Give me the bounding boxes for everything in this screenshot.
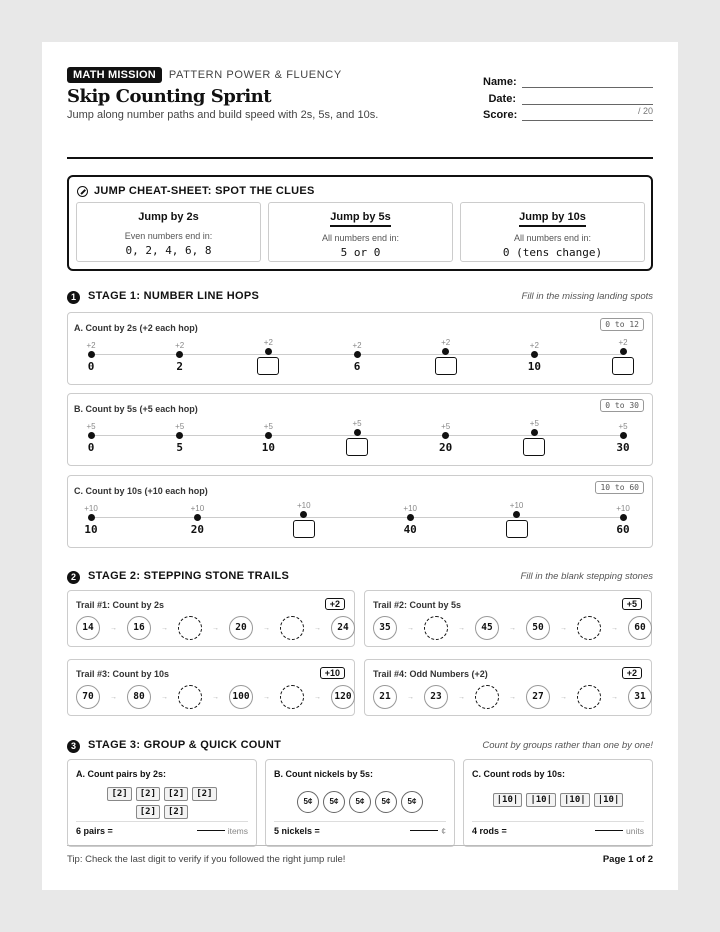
landing-dot: [620, 514, 627, 521]
landing-dot: [407, 514, 414, 521]
tick-value: 30: [616, 441, 630, 454]
arrow-icon: →: [611, 693, 618, 701]
trail-label: Trail #4: Odd Numbers (+2): [373, 669, 488, 679]
stage-title: STAGE 3: GROUP & QUICK COUNT: [88, 739, 282, 751]
number-line-track: [68, 394, 652, 465]
blank-stone[interactable]: [424, 616, 448, 640]
stage-number: 2: [67, 571, 80, 584]
pair-block: [2]: [136, 805, 160, 819]
group-card-label: C. Count rods by 10s:: [472, 769, 566, 779]
cheat-cards: [76, 202, 645, 262]
stepping-stone: 70: [76, 685, 100, 709]
increment-label: +5: [618, 422, 628, 431]
cheat-sheet-heading: JUMP CHEAT-SHEET: SPOT THE CLUES: [94, 185, 315, 197]
nickel-coin: 5¢: [323, 791, 345, 813]
footer: [67, 845, 653, 865]
increment-label: +10: [84, 504, 98, 513]
score-field[interactable]: / 20: [522, 106, 653, 121]
landing-dot: [88, 514, 95, 521]
trail-badge: +2: [622, 667, 642, 679]
blank-stone[interactable]: [178, 616, 202, 640]
increment-label: +10: [297, 501, 311, 510]
worksheet-content: [67, 67, 653, 865]
blank-stone[interactable]: [280, 685, 304, 709]
cheat-card-sub: Even numbers end in:: [124, 231, 213, 241]
blank-stone[interactable]: [577, 685, 601, 709]
divider: [274, 821, 446, 822]
stage-number: 1: [67, 291, 80, 304]
group-card-nickels: [265, 759, 455, 847]
stepping-stone: 60: [628, 616, 652, 640]
stage-note: Fill in the missing landing spots: [521, 291, 653, 302]
increment-label: +10: [403, 504, 417, 513]
cheat-sheet-title: [77, 185, 315, 197]
tick-value: 60: [616, 523, 630, 536]
cheat-card-5s: [268, 202, 453, 262]
increment-label: +10: [509, 501, 524, 510]
answer-unit: units: [626, 826, 644, 836]
mission-badge: MATH MISSION: [67, 67, 162, 83]
trail-label: Trail #1: Count by 2s: [76, 600, 165, 610]
topic-label: PATTERN POWER & FLUENCY: [168, 69, 342, 81]
blank-stone[interactable]: [475, 685, 499, 709]
arrow-icon: →: [560, 624, 567, 632]
answer-box[interactable]: [523, 438, 545, 456]
page-title: Skip Counting Sprint: [67, 86, 272, 107]
number-line-label: B. Count by 5s (+5 each hop): [74, 404, 198, 414]
stepping-stone: 45: [475, 616, 499, 640]
tick-mark: [238, 338, 298, 375]
cheat-card-heading: Jump by 2s: [138, 211, 199, 223]
name-field[interactable]: [522, 73, 653, 88]
stepping-stone: 27: [526, 685, 550, 709]
pair-block: [2]: [164, 787, 188, 801]
answer-label: 4 rods =: [472, 826, 507, 836]
number-line-track: [68, 476, 652, 547]
answer-box[interactable]: [293, 520, 315, 538]
date-label: Date:: [488, 92, 516, 105]
landing-dot: [300, 511, 307, 518]
tick-mark: [167, 504, 227, 536]
answer-line[interactable]: [410, 830, 438, 831]
stepping-stone: 24: [331, 616, 355, 640]
cheat-card-heading: Jump by 5s: [330, 211, 391, 227]
student-info: [483, 72, 653, 122]
stone-row: [76, 616, 355, 640]
landing-dot: [176, 432, 183, 439]
group-card-pairs: [67, 759, 257, 847]
stage-title: STAGE 1: NUMBER LINE HOPS: [88, 290, 260, 302]
stepping-stone: 120: [331, 685, 355, 709]
stepping-stone: 35: [373, 616, 397, 640]
group-items: [76, 787, 248, 819]
stone-row: [373, 685, 652, 709]
increment-label: +2: [352, 341, 362, 350]
increment-label: +2: [441, 338, 451, 347]
tick-value: 10: [84, 523, 98, 536]
landing-dot: [620, 432, 627, 439]
landing-dot: [176, 351, 183, 358]
tick-value: 10: [527, 360, 541, 373]
tick-value: 20: [439, 441, 453, 454]
landing-dot: [531, 351, 538, 358]
divider: [76, 821, 248, 822]
trail-badge: +5: [622, 598, 642, 610]
tick-value: 40: [403, 523, 417, 536]
tick-mark: [61, 341, 121, 373]
range-badge: 0 to 30: [600, 399, 644, 412]
nickel-coin: 5¢: [401, 791, 423, 813]
answer-box[interactable]: [612, 357, 634, 375]
landing-dot: [531, 429, 538, 436]
landing-dot: [194, 514, 201, 521]
arrow-icon: →: [314, 693, 321, 701]
tick-mark: [150, 422, 210, 454]
number-line-2s: [67, 312, 653, 385]
stepping-stone: 16: [127, 616, 151, 640]
trail-label: Trail #2: Count by 5s: [373, 600, 462, 610]
cheat-card-sub: All numbers end in:: [321, 233, 400, 243]
trail-2: [364, 590, 652, 647]
increment-label: +5: [441, 422, 451, 431]
pair-block: [2]: [136, 787, 160, 801]
answer-line[interactable]: [595, 830, 623, 831]
stone-row: [76, 685, 355, 709]
page-subtitle: Jump along number paths and build speed with 2s, 5s, and 10s.: [67, 109, 379, 121]
arrow-icon: →: [407, 693, 414, 701]
answer-row: [274, 826, 446, 838]
stage2-heading: [67, 570, 653, 586]
answer-unit: items: [227, 826, 248, 836]
tick-mark: [593, 338, 653, 375]
increment-label: +5: [352, 419, 362, 428]
ten-rod: |10|: [526, 793, 556, 807]
increment-label: +2: [618, 338, 628, 347]
landing-dot: [513, 511, 520, 518]
cheat-card-value: 0, 2, 4, 6, 8: [125, 244, 212, 257]
footer-tip: Tip: Check the last digit to verify if you followed the right jump rule!: [67, 854, 346, 865]
ten-rod: |10|: [560, 793, 590, 807]
answer-blank[interactable]: [197, 826, 248, 836]
stepping-stone: 20: [229, 616, 253, 640]
landing-dot: [442, 432, 449, 439]
landing-dot: [265, 432, 272, 439]
answer-label: 6 pairs =: [76, 826, 113, 836]
tick-mark: [416, 422, 476, 454]
tick-mark: [380, 504, 440, 536]
range-badge: 0 to 12: [600, 318, 644, 331]
number-line-5s: [67, 393, 653, 466]
group-card-rods: [463, 759, 653, 847]
trail-badge: +2: [325, 598, 345, 610]
cheat-card-value: 5 or 0: [340, 246, 381, 259]
tick-value: 10: [261, 441, 275, 454]
date-field[interactable]: [522, 90, 653, 105]
landing-dot: [88, 351, 95, 358]
ten-rod: |10|: [493, 793, 523, 807]
tick-value: 0: [87, 441, 95, 454]
answer-unit: ¢: [441, 826, 446, 836]
pair-block: [2]: [107, 787, 131, 801]
arrow-icon: →: [161, 624, 168, 632]
answer-label: 5 nickels =: [274, 826, 320, 836]
group-card-label: B. Count nickels by 5s:: [274, 769, 374, 779]
arrow-icon: →: [161, 693, 168, 701]
cheat-card-sub: All numbers end in:: [513, 233, 592, 243]
trail-badge: +10: [320, 667, 345, 679]
tick-mark: [150, 341, 210, 373]
answer-row: [76, 826, 248, 838]
compass-icon: [77, 186, 88, 197]
arrow-icon: →: [263, 624, 270, 632]
cheat-card-value: 0 (tens change): [502, 246, 603, 259]
landing-dot: [620, 348, 627, 355]
increment-label: +5: [175, 422, 185, 431]
arrow-icon: →: [458, 693, 465, 701]
group-items: [472, 786, 644, 807]
stepping-stone: 23: [424, 685, 448, 709]
increment-label: +5: [529, 419, 539, 428]
tick-mark: [274, 501, 334, 538]
increment-label: +2: [529, 341, 539, 350]
arrow-icon: →: [509, 693, 516, 701]
answer-blank[interactable]: [410, 826, 446, 836]
tick-mark: [504, 341, 564, 373]
range-badge: 10 to 60: [595, 481, 644, 494]
tick-mark: [327, 341, 387, 373]
tick-value: 2: [176, 360, 183, 373]
landing-dot: [354, 429, 361, 436]
arrow-icon: →: [110, 624, 117, 632]
stage3-heading: [67, 739, 653, 755]
stepping-stone: 100: [229, 685, 253, 709]
arrow-icon: →: [611, 624, 618, 632]
tagline: [67, 67, 342, 83]
group-card-label: A. Count pairs by 2s:: [76, 769, 167, 779]
landing-dot: [88, 432, 95, 439]
increment-label: +2: [86, 341, 96, 350]
answer-line[interactable]: [197, 830, 225, 831]
pair-block: [2]: [164, 805, 188, 819]
nickel-coin: 5¢: [297, 791, 319, 813]
answer-box[interactable]: [257, 357, 279, 375]
stepping-stone: 31: [628, 685, 652, 709]
tick-mark: [61, 422, 121, 454]
trail-label: Trail #3: Count by 10s: [76, 669, 170, 679]
answer-row: [472, 826, 644, 838]
answer-blank[interactable]: [595, 826, 644, 836]
pair-block: [2]: [192, 787, 216, 801]
trail-3: [67, 659, 355, 716]
landing-dot: [354, 351, 361, 358]
landing-dot: [265, 348, 272, 355]
increment-label: +5: [263, 422, 273, 431]
tick-mark: [593, 504, 653, 536]
stepping-stone: 21: [373, 685, 397, 709]
nickel-coin: 5¢: [375, 791, 397, 813]
arrow-icon: →: [458, 624, 465, 632]
stepping-stone: 50: [526, 616, 550, 640]
trail-4: [364, 659, 652, 716]
tick-mark: [416, 338, 476, 375]
arrow-icon: →: [407, 624, 414, 632]
arrow-icon: →: [110, 693, 117, 701]
increment-label: +10: [616, 504, 630, 513]
nickel-coin: 5¢: [349, 791, 371, 813]
tick-value: 5: [176, 441, 183, 454]
tick-mark: [593, 422, 653, 454]
blank-stone[interactable]: [577, 616, 601, 640]
cheat-card-10s: [460, 202, 645, 262]
cheat-sheet: [67, 175, 653, 271]
number-line-10s: [67, 475, 653, 548]
stage-title: STAGE 2: STEPPING STONE TRAILS: [88, 570, 290, 582]
increment-label: +10: [190, 504, 205, 513]
arrow-icon: →: [560, 693, 567, 701]
stage1-heading: [67, 290, 653, 306]
increment-label: +2: [263, 338, 273, 347]
score-row: [483, 105, 653, 121]
group-cards: [67, 759, 653, 849]
blank-stone[interactable]: [178, 685, 202, 709]
divider: [472, 821, 644, 822]
header: [67, 67, 653, 159]
landing-dot: [442, 348, 449, 355]
arrow-icon: →: [212, 693, 219, 701]
ten-rod: |10|: [594, 793, 624, 807]
number-line-label: C. Count by 10s (+10 each hop): [74, 486, 208, 496]
stone-row: [373, 616, 652, 640]
stepping-stone: 80: [127, 685, 151, 709]
answer-box[interactable]: [435, 357, 457, 375]
tick-value: 6: [353, 360, 361, 373]
tick-mark: [487, 501, 547, 538]
tick-mark: [504, 419, 564, 456]
page-number: Page 1 of 2: [602, 854, 653, 865]
trail-1: [67, 590, 355, 647]
arrow-icon: →: [314, 624, 321, 632]
answer-box[interactable]: [346, 438, 368, 456]
number-line-track: [68, 313, 652, 384]
tick-value: 20: [190, 523, 205, 536]
worksheet-page: [42, 42, 678, 890]
blank-stone[interactable]: [280, 616, 304, 640]
cheat-card-heading: Jump by 10s: [519, 211, 586, 227]
name-row: [483, 72, 653, 88]
tick-mark: [327, 419, 387, 456]
number-line-label: A. Count by 2s (+2 each hop): [74, 323, 198, 333]
cheat-card-2s: [76, 202, 261, 262]
arrow-icon: →: [212, 624, 219, 632]
date-row: [483, 89, 653, 105]
stage-note: Fill in the blank stepping stones: [520, 571, 653, 582]
stage-note: Count by groups rather than one by one!: [482, 740, 653, 751]
increment-label: +2: [175, 341, 185, 350]
name-label: Name:: [483, 76, 517, 88]
group-items: [274, 791, 446, 813]
increment-label: +5: [86, 422, 96, 431]
tick-mark: [61, 504, 121, 536]
score-label: Score:: [483, 109, 518, 121]
tick-mark: [238, 422, 298, 454]
stage-number: 3: [67, 740, 80, 753]
stepping-stone: 14: [76, 616, 100, 640]
tick-value: 0: [87, 360, 95, 373]
answer-box[interactable]: [506, 520, 528, 538]
arrow-icon: →: [509, 624, 516, 632]
arrow-icon: →: [263, 693, 270, 701]
